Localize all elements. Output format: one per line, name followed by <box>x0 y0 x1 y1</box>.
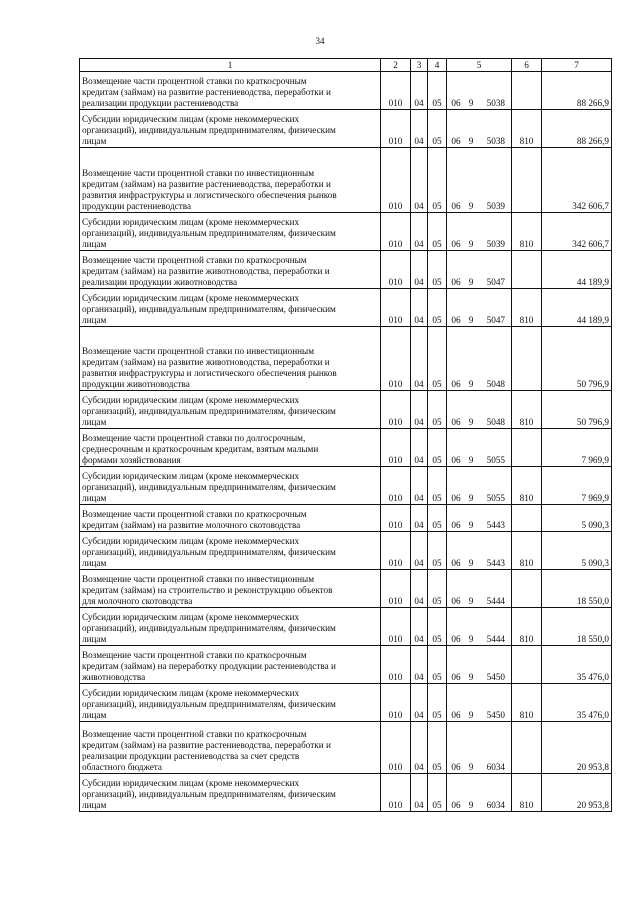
target-article-part: 5055 <box>486 455 505 465</box>
cell-expense-type: 810 <box>512 391 542 429</box>
description-line: Субсидии юридическим лицам (кроме некоммерческих <box>82 114 300 124</box>
description-line: кредитам (займам) на развитие животноводства, переработки и <box>82 266 330 276</box>
cell-ministry-code: 010 <box>381 327 411 391</box>
cell-amount: 5 090,3 <box>542 505 612 532</box>
description-line: среднесрочным и краткосрочным кредитам, взятым малыми <box>82 444 319 454</box>
target-article-part: 06 <box>451 277 461 287</box>
target-article-part: 5450 <box>486 710 505 720</box>
description-line: лицам <box>82 710 107 720</box>
cell-target-article <box>447 608 512 646</box>
cell-amount: 18 550,0 <box>542 608 612 646</box>
cell-section-code: 04 <box>411 467 428 505</box>
target-article-part: 5038 <box>486 98 505 108</box>
table-row <box>80 148 612 213</box>
cell-section-code: 04 <box>411 505 428 532</box>
cell-amount: 7 969,9 <box>542 467 612 505</box>
description-line: развития инфраструктуры и логистического обеспечения рынков <box>82 368 337 378</box>
column-header-2: 2 <box>381 59 411 72</box>
description-line: Субсидии юридическим лицам (кроме некоммерческих <box>82 612 300 622</box>
target-article-part: 9 <box>468 558 474 568</box>
cell-target-article <box>447 646 512 684</box>
target-article-part: 9 <box>468 277 474 287</box>
cell-subsection-code: 05 <box>428 608 447 646</box>
row-description <box>80 722 381 774</box>
cell-amount: 44 189,9 <box>542 251 612 289</box>
description-line: формами хозяйствования <box>82 455 181 465</box>
cell-subsection-code: 05 <box>428 467 447 505</box>
description-line: лицам <box>82 558 107 568</box>
table-row <box>80 722 612 774</box>
cell-expense-type <box>512 646 542 684</box>
description-line: продукции растениеводства <box>82 201 192 211</box>
target-article-part: 5055 <box>486 493 505 503</box>
cell-ministry-code: 010 <box>381 213 411 251</box>
cell-target-article <box>447 251 512 289</box>
row-description <box>80 110 381 148</box>
target-article-part: 6034 <box>486 800 505 810</box>
cell-section-code: 04 <box>411 213 428 251</box>
description-line: кредитам (займам) на развитие растениеводства, переработки и <box>82 179 331 189</box>
cell-subsection-code: 05 <box>428 251 447 289</box>
table-row <box>80 110 612 148</box>
cell-ministry-code: 010 <box>381 684 411 722</box>
target-article-part: 06 <box>451 800 461 810</box>
target-article-part: 06 <box>451 379 461 389</box>
cell-section-code: 04 <box>411 429 428 467</box>
row-description <box>80 774 381 812</box>
description-line: Возмещение части процентной ставки по инвестиционным <box>82 574 315 584</box>
cell-expense-type: 810 <box>512 774 542 812</box>
column-header-5: 5 <box>447 59 512 72</box>
description-line: организаций), индивидуальным предпринимателям, физическим <box>82 482 336 492</box>
row-description <box>80 467 381 505</box>
cell-expense-type: 810 <box>512 289 542 327</box>
description-line: Субсидии юридическим лицам (кроме некоммерческих <box>82 778 300 788</box>
cell-section-code: 04 <box>411 72 428 110</box>
target-article-part: 06 <box>451 201 461 211</box>
table-row <box>80 429 612 467</box>
cell-section-code: 04 <box>411 570 428 608</box>
target-article-part: 06 <box>451 762 461 772</box>
cell-expense-type <box>512 327 542 391</box>
description-line: кредитам (займам) на переработку продукции растениеводства и <box>82 661 336 671</box>
cell-expense-type: 810 <box>512 608 542 646</box>
cell-amount: 20 953,8 <box>542 774 612 812</box>
cell-amount: 18 550,0 <box>542 570 612 608</box>
target-article-part: 9 <box>468 710 474 720</box>
cell-expense-type <box>512 505 542 532</box>
target-article-part: 5443 <box>486 520 505 530</box>
description-line: реализации продукции растениеводства <box>82 98 239 108</box>
cell-target-article <box>447 722 512 774</box>
cell-ministry-code: 010 <box>381 72 411 110</box>
table-row <box>80 570 612 608</box>
cell-subsection-code: 05 <box>428 327 447 391</box>
target-article-part: 5048 <box>486 379 505 389</box>
table-row <box>80 532 612 570</box>
cell-ministry-code: 010 <box>381 429 411 467</box>
cell-target-article <box>447 532 512 570</box>
description-line: кредитам (займам) на развитие растениеводства, переработки и <box>82 87 331 97</box>
description-line: Субсидии юридическим лицам (кроме некоммерческих <box>82 395 300 405</box>
cell-subsection-code: 05 <box>428 429 447 467</box>
description-line: Субсидии юридическим лицам (кроме некоммерческих <box>82 688 300 698</box>
table-row <box>80 774 612 812</box>
row-description <box>80 289 381 327</box>
target-article-part: 06 <box>451 558 461 568</box>
description-line: Возмещение части процентной ставки по долгосрочным, <box>82 433 306 443</box>
target-article-part: 9 <box>468 417 474 427</box>
cell-section-code: 04 <box>411 646 428 684</box>
description-line: кредитам (займам) на строительство и реконструкцию объектов <box>82 585 333 595</box>
cell-target-article <box>447 327 512 391</box>
target-article-part: 9 <box>468 634 474 644</box>
cell-section-code: 04 <box>411 684 428 722</box>
cell-expense-type <box>512 251 542 289</box>
target-article-part: 5039 <box>486 239 505 249</box>
target-article-part: 5443 <box>486 558 505 568</box>
description-line: животноводства <box>82 672 146 682</box>
cell-subsection-code: 05 <box>428 505 447 532</box>
target-article-part: 5047 <box>486 315 505 325</box>
target-article-part: 9 <box>468 493 474 503</box>
target-article-part: 06 <box>451 672 461 682</box>
cell-section-code: 04 <box>411 391 428 429</box>
cell-section-code: 04 <box>411 722 428 774</box>
cell-subsection-code: 05 <box>428 213 447 251</box>
description-line: лицам <box>82 634 107 644</box>
cell-subsection-code: 05 <box>428 684 447 722</box>
target-article-part: 06 <box>451 239 461 249</box>
target-article-part: 9 <box>468 672 474 682</box>
table-row <box>80 608 612 646</box>
table-body <box>80 72 612 812</box>
target-article-part: 9 <box>468 520 474 530</box>
cell-target-article <box>447 429 512 467</box>
cell-ministry-code: 010 <box>381 646 411 684</box>
row-description <box>80 608 381 646</box>
table-row <box>80 391 612 429</box>
target-article-part: 06 <box>451 493 461 503</box>
cell-target-article <box>447 110 512 148</box>
column-header-1: 1 <box>80 59 381 72</box>
description-line: лицам <box>82 239 107 249</box>
cell-expense-type <box>512 722 542 774</box>
cell-section-code: 04 <box>411 327 428 391</box>
target-article-part: 06 <box>451 455 461 465</box>
target-article-part: 9 <box>468 239 474 249</box>
cell-subsection-code: 05 <box>428 72 447 110</box>
description-line: организаций), индивидуальным предпринимателям, физическим <box>82 406 336 416</box>
description-line: продукции животноводства <box>82 379 190 389</box>
target-article-part: 5048 <box>486 417 505 427</box>
row-description <box>80 646 381 684</box>
table-row <box>80 467 612 505</box>
description-line: Субсидии юридическим лицам (кроме некоммерческих <box>82 536 300 546</box>
cell-target-article <box>447 148 512 213</box>
cell-target-article <box>447 213 512 251</box>
target-article-part: 9 <box>468 315 474 325</box>
cell-amount: 50 796,9 <box>542 391 612 429</box>
target-article-part: 9 <box>468 379 474 389</box>
description-line: реализации продукции растениеводства за счет средств <box>82 751 300 761</box>
target-article-part: 5444 <box>486 634 505 644</box>
table-header-row <box>80 59 612 72</box>
table-row <box>80 72 612 110</box>
cell-section-code: 04 <box>411 532 428 570</box>
cell-subsection-code: 05 <box>428 646 447 684</box>
row-description <box>80 251 381 289</box>
description-line: Возмещение части процентной ставки по краткосрочным <box>82 76 307 86</box>
description-line: Субсидии юридическим лицам (кроме некоммерческих <box>82 293 300 303</box>
cell-amount: 35 476,0 <box>542 646 612 684</box>
description-line: для молочного скотоводства <box>82 596 193 606</box>
description-line: организаций), индивидуальным предпринимателям, физическим <box>82 125 336 135</box>
cell-amount: 7 969,9 <box>542 429 612 467</box>
cell-subsection-code: 05 <box>428 289 447 327</box>
column-header-4: 4 <box>428 59 447 72</box>
cell-amount: 5 090,3 <box>542 532 612 570</box>
cell-ministry-code: 010 <box>381 774 411 812</box>
target-article-part: 5039 <box>486 201 505 211</box>
target-article-part: 5450 <box>486 672 505 682</box>
target-article-part: 06 <box>451 315 461 325</box>
description-line: лицам <box>82 315 107 325</box>
row-description <box>80 148 381 213</box>
cell-subsection-code: 05 <box>428 532 447 570</box>
description-line: организаций), индивидуальным предпринимателям, физическим <box>82 699 336 709</box>
description-line: областного бюджета <box>82 762 162 772</box>
cell-amount: 44 189,9 <box>542 289 612 327</box>
cell-subsection-code: 05 <box>428 774 447 812</box>
target-article-part: 06 <box>451 520 461 530</box>
cell-target-article <box>447 505 512 532</box>
page-number: 34 <box>315 36 325 46</box>
cell-ministry-code: 010 <box>381 722 411 774</box>
target-article-part: 06 <box>451 417 461 427</box>
cell-target-article <box>447 289 512 327</box>
target-article-part: 06 <box>451 98 461 108</box>
cell-expense-type: 810 <box>512 532 542 570</box>
target-article-part: 9 <box>468 136 474 146</box>
target-article-part: 06 <box>451 136 461 146</box>
description-line: Возмещение части процентной ставки по краткосрочным <box>82 650 307 660</box>
target-article-part: 5444 <box>486 596 505 606</box>
table-row <box>80 646 612 684</box>
description-line: организаций), индивидуальным предпринимателям, физическим <box>82 228 336 238</box>
description-line: Возмещение части процентной ставки по краткосрочным <box>82 509 307 519</box>
cell-subsection-code: 05 <box>428 570 447 608</box>
row-description <box>80 570 381 608</box>
cell-ministry-code: 010 <box>381 148 411 213</box>
cell-ministry-code: 010 <box>381 505 411 532</box>
table-row <box>80 213 612 251</box>
description-line: организаций), индивидуальным предпринимателям, физическим <box>82 623 336 633</box>
row-description <box>80 532 381 570</box>
cell-expense-type: 810 <box>512 213 542 251</box>
cell-expense-type: 810 <box>512 684 542 722</box>
target-article-part: 9 <box>468 455 474 465</box>
cell-ministry-code: 010 <box>381 608 411 646</box>
row-description <box>80 72 381 110</box>
cell-ministry-code: 010 <box>381 289 411 327</box>
table-row <box>80 505 612 532</box>
budget-table <box>79 58 612 812</box>
row-description <box>80 213 381 251</box>
cell-ministry-code: 010 <box>381 251 411 289</box>
cell-target-article <box>447 391 512 429</box>
cell-ministry-code: 010 <box>381 110 411 148</box>
description-line: кредитам (займам) на развитие животноводства, переработки и <box>82 357 330 367</box>
target-article-part: 9 <box>468 596 474 606</box>
description-line: лицам <box>82 493 107 503</box>
target-article-part: 9 <box>468 98 474 108</box>
target-article-part: 5038 <box>486 136 505 146</box>
description-line: лицам <box>82 800 107 810</box>
row-description <box>80 505 381 532</box>
cell-section-code: 04 <box>411 251 428 289</box>
target-article-part: 5047 <box>486 277 505 287</box>
description-line: Возмещение части процентной ставки по краткосрочным <box>82 729 307 739</box>
cell-section-code: 04 <box>411 774 428 812</box>
cell-amount: 50 796,9 <box>542 327 612 391</box>
cell-expense-type <box>512 72 542 110</box>
target-article-part: 06 <box>451 634 461 644</box>
cell-ministry-code: 010 <box>381 570 411 608</box>
description-line: лицам <box>82 417 107 427</box>
cell-section-code: 04 <box>411 608 428 646</box>
table-row <box>80 251 612 289</box>
cell-expense-type <box>512 148 542 213</box>
cell-section-code: 04 <box>411 110 428 148</box>
cell-target-article <box>447 72 512 110</box>
description-line: Субсидии юридическим лицам (кроме некоммерческих <box>82 217 300 227</box>
cell-ministry-code: 010 <box>381 467 411 505</box>
cell-ministry-code: 010 <box>381 391 411 429</box>
cell-amount: 342 606,7 <box>542 148 612 213</box>
table-row <box>80 289 612 327</box>
cell-amount: 342 606,7 <box>542 213 612 251</box>
description-line: кредитам (займам) на развитие молочного скотоводства <box>82 520 301 530</box>
cell-expense-type <box>512 570 542 608</box>
description-line: реализации продукции животноводства <box>82 277 238 287</box>
description-line: Возмещение части процентной ставки по инвестиционным <box>82 168 315 178</box>
table-row <box>80 327 612 391</box>
cell-amount: 88 266,9 <box>542 72 612 110</box>
cell-expense-type: 810 <box>512 467 542 505</box>
description-line: организаций), индивидуальным предпринимателям, физическим <box>82 547 336 557</box>
target-article-part: 9 <box>468 800 474 810</box>
row-description <box>80 429 381 467</box>
cell-subsection-code: 05 <box>428 110 447 148</box>
cell-subsection-code: 05 <box>428 148 447 213</box>
description-line: кредитам (займам) на развитие растениеводства, переработки и <box>82 740 331 750</box>
cell-subsection-code: 05 <box>428 722 447 774</box>
cell-subsection-code: 05 <box>428 391 447 429</box>
row-description <box>80 684 381 722</box>
description-line: Возмещение части процентной ставки по краткосрочным <box>82 255 307 265</box>
cell-ministry-code: 010 <box>381 532 411 570</box>
description-line: лицам <box>82 136 107 146</box>
target-article-part: 9 <box>468 201 474 211</box>
row-description <box>80 327 381 391</box>
target-article-part: 06 <box>451 596 461 606</box>
cell-amount: 20 953,8 <box>542 722 612 774</box>
description-line: развития инфраструктуры и логистического обеспечения рынков <box>82 190 337 200</box>
description-line: организаций), индивидуальным предпринимателям, физическим <box>82 789 336 799</box>
target-article-part: 06 <box>451 710 461 720</box>
cell-section-code: 04 <box>411 148 428 213</box>
cell-target-article <box>447 570 512 608</box>
target-article-part: 9 <box>468 762 474 772</box>
column-header-7: 7 <box>542 59 612 72</box>
cell-expense-type <box>512 429 542 467</box>
row-description <box>80 391 381 429</box>
description-line: организаций), индивидуальным предпринимателям, физическим <box>82 304 336 314</box>
target-article-part: 6034 <box>486 762 505 772</box>
cell-section-code: 04 <box>411 289 428 327</box>
description-line: Возмещение части процентной ставки по инвестиционным <box>82 346 315 356</box>
cell-expense-type: 810 <box>512 110 542 148</box>
cell-amount: 35 476,0 <box>542 684 612 722</box>
cell-target-article <box>447 774 512 812</box>
column-header-3: 3 <box>411 59 428 72</box>
cell-amount: 88 266,9 <box>542 110 612 148</box>
column-header-6: 6 <box>512 59 542 72</box>
table-row <box>80 684 612 722</box>
cell-target-article <box>447 684 512 722</box>
cell-target-article <box>447 467 512 505</box>
description-line: Субсидии юридическим лицам (кроме некоммерческих <box>82 471 300 481</box>
